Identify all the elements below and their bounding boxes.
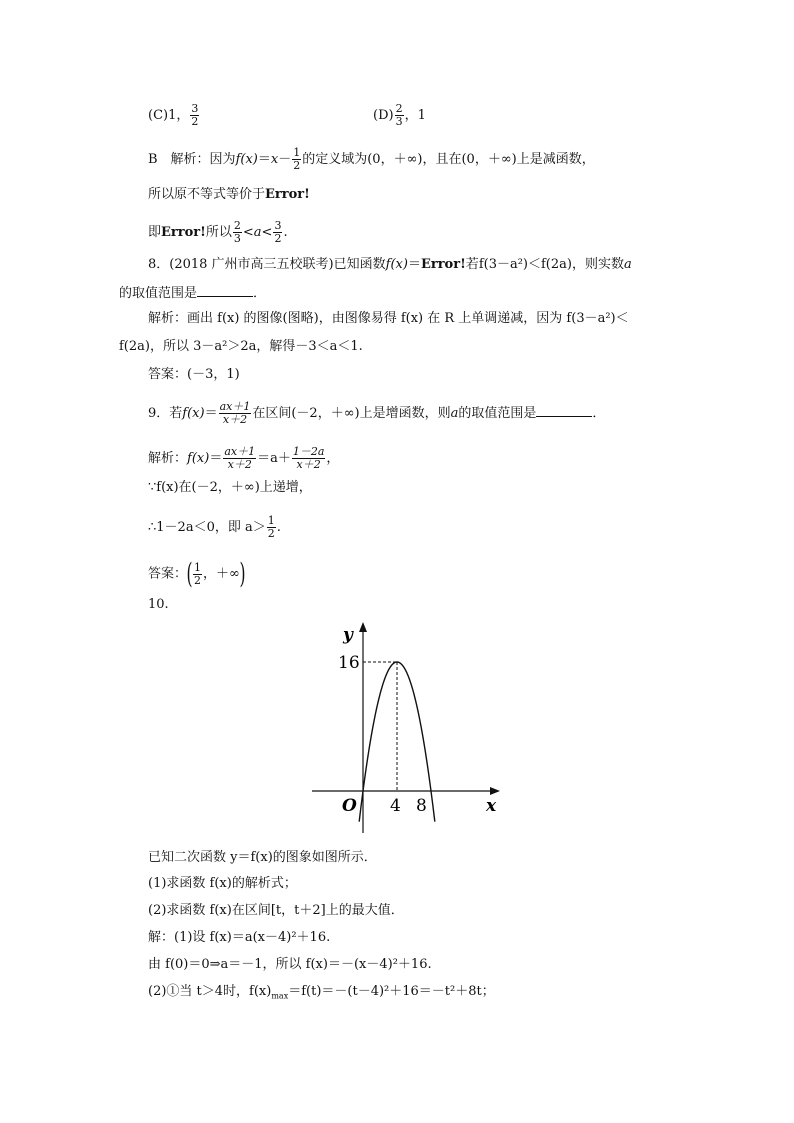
q9-answer-rparen: ) xyxy=(239,557,246,590)
q8-eq: ＝ xyxy=(407,257,421,272)
q10-line6-a: (2)①当 t＞4时，f(x) xyxy=(148,984,272,999)
q7-x: x xyxy=(270,152,279,167)
q8-text: 8．(2018 广州市高三五校联考)已知函数 xyxy=(148,257,386,272)
q8-text-2: ，则实数 xyxy=(571,257,624,272)
option-d-tail: ，1 xyxy=(404,108,426,123)
q9-sol-text: ＝a＋ xyxy=(257,451,291,466)
q9-sol-half: $\frac{1}{2}$ xyxy=(267,514,275,540)
q9-sol-text-3: ∴1－2a＜0，即 a＞ xyxy=(148,520,266,535)
x-tick-8: 8 xyxy=(416,796,427,816)
q9-answer-label: 答案： xyxy=(148,566,188,582)
q8-a-var: a xyxy=(624,257,632,272)
option-d-label: (D) xyxy=(373,108,394,123)
y-tick-16: 16 xyxy=(338,653,360,673)
option-c xyxy=(148,103,200,128)
q8-fx: f(x) xyxy=(385,257,408,272)
q10-line4: 解：(1)设 f(x)＝a(x－4)²＋16. xyxy=(148,930,331,945)
q9-sol-period: . xyxy=(276,520,281,535)
q7-frac-2-3: $\frac{2}{3}$ xyxy=(233,219,241,245)
q8-answer-blank xyxy=(197,284,253,297)
y-axis-label: y xyxy=(343,625,353,645)
q9-solution-line2: ∵f(x)在(－2，＋∞)上递增， xyxy=(148,480,312,495)
q9-text-2: 在区间(－2，＋∞)上是增函数，则 xyxy=(252,406,451,421)
q9-text-3: 的取值范围是 xyxy=(458,406,537,421)
q7-lt-2: < xyxy=(261,225,273,240)
x-tick-4: 4 xyxy=(390,796,401,816)
q9-fraction: $\frac{ax+1}{x+2}$ xyxy=(219,400,251,426)
q9-answer-blank xyxy=(536,404,592,417)
q10-line2: (1)求函数 f(x)的解析式； xyxy=(148,876,297,891)
q9-sol-frac1: $\frac{ax+1}{x+2}$ xyxy=(224,445,256,471)
q9-text: 9．若 xyxy=(148,406,183,421)
q9-a-var: a xyxy=(450,406,459,421)
q9-sol-comma: ， xyxy=(326,451,340,466)
q7-line3-ji: 即 xyxy=(148,225,162,240)
q7-frac-3-2: $\frac{3}{2}$ xyxy=(274,219,282,245)
q10-line5: 由 f(0)＝0⇒a＝－1，所以 f(x)＝－(x－4)²＋16. xyxy=(148,957,432,972)
q9-period: ． xyxy=(592,406,606,421)
q8-range-text: 的取值范围是 xyxy=(119,286,198,301)
q9-sol-frac2: $\frac{1-2a}{x+2}$ xyxy=(292,445,325,471)
q7-solution-line1 xyxy=(148,147,595,172)
y-axis-arrow xyxy=(359,622,367,632)
q9-sol-label: 解析： xyxy=(148,451,188,466)
q7-eq: ＝ xyxy=(257,152,271,167)
option-d-fraction: $\frac{2}{3}$ xyxy=(395,102,403,128)
q10-line6-max: max xyxy=(271,991,289,1001)
q7-text-end: 的定义域为(0，＋∞)，且在(0，＋∞)上是减函数， xyxy=(302,152,595,167)
origin-label: O xyxy=(342,796,357,816)
q10-line6-b: ＝f(t)＝－(t－4)²＋16＝－t²＋8t； xyxy=(288,984,495,999)
q9-answer-rest: ，＋∞ xyxy=(202,566,240,582)
q8-ruo: 若 xyxy=(465,257,479,272)
q8-solution-line2: f(2a)，所以 3－a²＞2a，解得－3＜a＜1. xyxy=(119,339,363,354)
q9-question xyxy=(148,401,605,426)
q8-period: ． xyxy=(253,286,267,301)
q10-line1: 已知二次函数 y＝f(x)的图象如图所示． xyxy=(148,850,377,865)
q7-error-text: Error! xyxy=(265,187,310,202)
q9-eq: ＝ xyxy=(204,406,218,421)
q8-solution-line1: 解析：画出 f(x) 的图像(图略)，由图像易得 f(x) 在 R 上单调递减，因为 f(3－a²)＜ xyxy=(148,311,629,326)
q7-line3-suoyi: 所以 xyxy=(205,225,232,240)
x-axis-label: x xyxy=(486,796,497,816)
q9-answer-frac: $\frac{1}{2}$ xyxy=(193,560,201,587)
q10-number: 10. xyxy=(148,597,169,612)
q8-answer: 答案：(－3，1) xyxy=(148,367,240,382)
q7-fraction: $\frac{1}{2}$ xyxy=(293,146,301,172)
q7-period: . xyxy=(283,225,288,240)
q7-a-var: a xyxy=(253,225,262,240)
option-c-fraction: $\frac{3}{2}$ xyxy=(191,102,199,128)
q8-question-line2 xyxy=(119,284,266,303)
q7-lt-1: < xyxy=(242,225,254,240)
q7-line2-text: 所以原不等式等价于 xyxy=(148,187,266,202)
option-d xyxy=(373,103,426,128)
q9-sol-fx: f(x) xyxy=(187,451,210,466)
q7-text: B 解析：因为 xyxy=(148,152,236,167)
q7-solution-line3 xyxy=(148,220,288,245)
q7-fx: f(x) xyxy=(235,152,258,167)
q9-solution-line3 xyxy=(148,515,281,540)
x-axis-arrow xyxy=(490,787,500,795)
q10-parabola-graph xyxy=(310,620,510,835)
q9-sol-eq: ＝ xyxy=(209,451,223,466)
q7-error-text-2: Error! xyxy=(161,225,206,240)
q8-error-text: Error! xyxy=(420,257,466,272)
q9-fx: f(x) xyxy=(182,406,205,421)
q10-line6 xyxy=(148,983,495,1006)
q7-minus: － xyxy=(278,152,292,167)
q9-solution-line1 xyxy=(148,446,339,471)
q8-inequality: f(3－a²)＜f(2a) xyxy=(478,257,572,272)
q10-line3: (2)求函数 f(x)在区间[t，t＋2]上的最大值． xyxy=(148,903,404,918)
option-c-label: (C)1， xyxy=(148,108,190,123)
q7-solution-line2 xyxy=(148,186,310,204)
q8-question-line1 xyxy=(148,256,632,274)
q9-answer xyxy=(148,557,246,590)
q9-answer-lparen: ( xyxy=(186,557,193,590)
